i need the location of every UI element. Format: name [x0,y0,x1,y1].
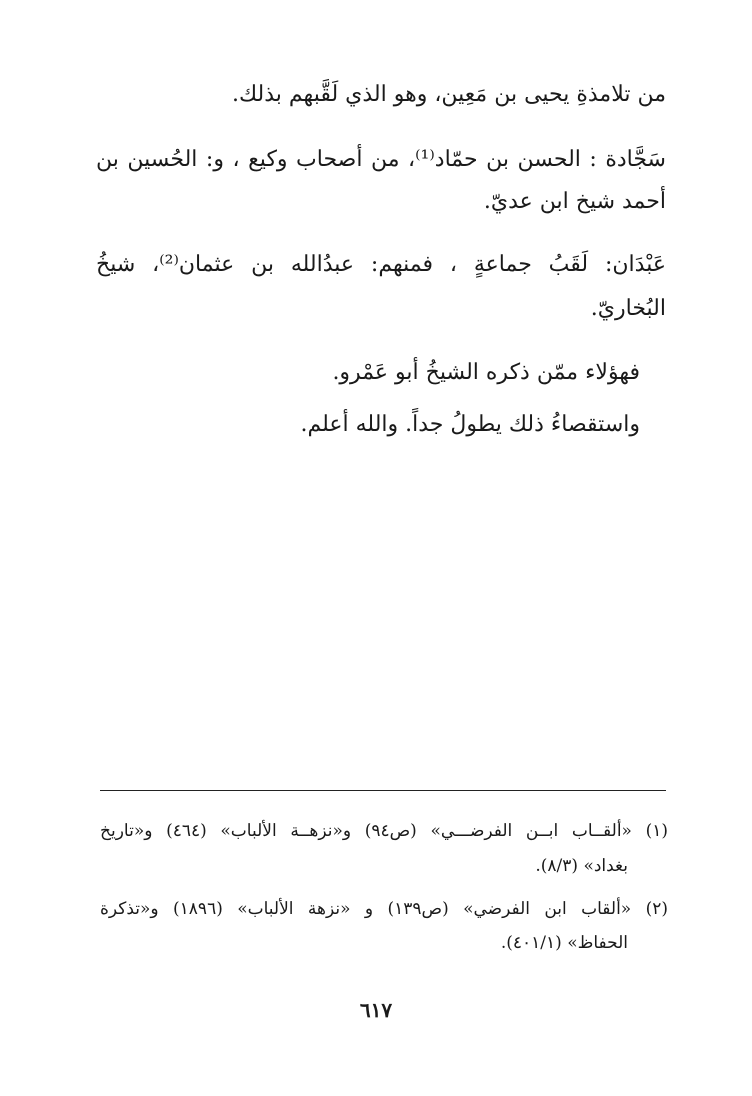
footnote-1-line-2: بغداد» (٨/٣). [535,856,628,876]
body-line-1: من تلامذةِ يحيى بن مَعِين، وهو الذي لَقَّبهم بذلك. [232,82,666,107]
body-line-4: عَبْدَان: لَقَبُ جماعةٍ ، فمنهم: عبدُالله بن عثمان⁽²⁾، شيخُ [96,252,666,277]
footnote-separator [100,790,666,791]
body-line-3: أحمد شيخ ابن عديّ. [483,189,666,214]
page-number: ٦١٧ [359,998,393,1022]
body-line-5: البُخاريّ. [590,296,666,321]
footnote-1-line-1: (١) «ألقــاب ابــن الفرضـــي» (ص٩٤) و«نزهــة الألباب» (٤٦٤) و«تاريخ [100,821,668,841]
footnote-2-line-2: الحفاظ» (٤٠١/١). [500,933,628,953]
footnote-2-line-1: (٢) «ألقاب ابن الفرضي» (ص١٣٩) و «نزهة الألباب» (١٨٩٦) و«تذكرة [100,899,669,919]
body-line-7: واستقصاءُ ذلك يطولُ جداً. والله أعلم. [300,412,640,437]
body-line-2: سَجَّادة : الحسن بن حمّاد⁽¹⁾، من أصحاب وكيع ، و: الحُسين بن [96,147,666,172]
body-line-6: فهؤلاء ممّن ذكره الشيخُ أبو عَمْرو. [332,360,640,385]
